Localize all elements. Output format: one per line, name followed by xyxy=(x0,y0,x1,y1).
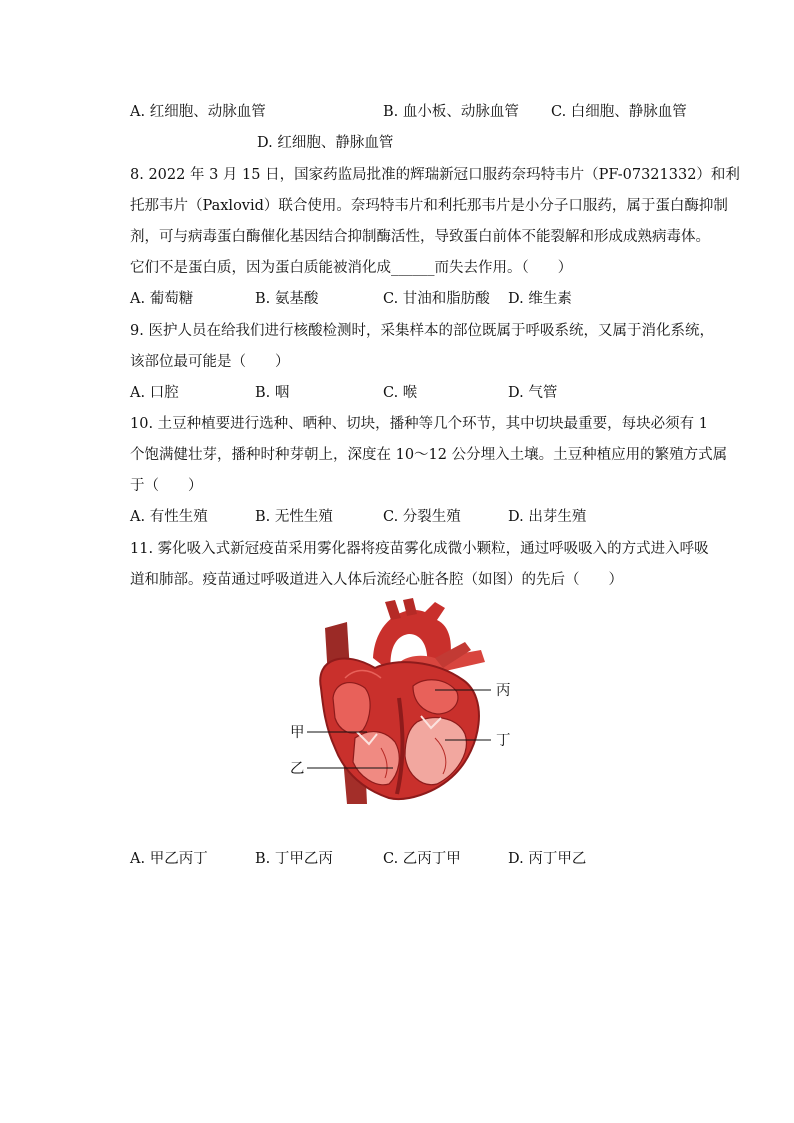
q7-option-d[interactable]: D. 红细胞、静脉血管 xyxy=(257,135,394,151)
q7-option-c[interactable]: C. 白细胞、静脉血管 xyxy=(551,104,687,120)
q8-stem-line-2: 托那韦片（Paxlovid）联合使用。奈玛特韦片和利托那韦片是小分子口服药，属于蛋白酶抑制 xyxy=(130,198,728,214)
q11-option-b[interactable]: B. 丁甲乙丙 xyxy=(255,851,333,867)
q9-stem-line-2: 该部位最可能是（ ） xyxy=(130,354,290,370)
q10-stem-line-1: 10. 土豆种植要进行选种、晒种、切块，播种等几个环节，其中切块最重要，每块必须有 1 xyxy=(130,416,708,432)
q10-stem-line-3: 于（ ） xyxy=(130,478,203,494)
q11-option-a[interactable]: A. 甲乙丙丁 xyxy=(130,851,208,867)
q8-stem-line-1: 8. 2022 年 3 月 15 日，国家药监局批准的辉瑞新冠口服药奈玛特韦片（PF-07321332）和利 xyxy=(130,167,740,183)
heart-diagram xyxy=(285,598,515,810)
q11-option-d[interactable]: D. 丙丁甲乙 xyxy=(508,851,587,867)
right-atrium xyxy=(333,683,370,734)
q11-option-c[interactable]: C. 乙丙丁甲 xyxy=(383,851,461,867)
q7-option-a[interactable]: A. 红细胞、动脉血管 xyxy=(130,104,266,120)
q10-option-c[interactable]: C. 分裂生殖 xyxy=(383,509,461,525)
q9-option-c[interactable]: C. 喉 xyxy=(383,385,418,401)
q8-option-a[interactable]: A. 葡萄糖 xyxy=(130,291,194,307)
q9-option-d[interactable]: D. 气管 xyxy=(508,385,558,401)
left-ventricle xyxy=(405,718,466,785)
q9-stem-line-1: 9. 医护人员在给我们进行核酸检测时，采集样本的部位既属于呼吸系统，又属于消化系统， xyxy=(130,323,714,339)
label-ding: 丁 xyxy=(496,733,511,749)
q10-option-b[interactable]: B. 无性生殖 xyxy=(255,509,333,525)
q8-option-d[interactable]: D. 维生素 xyxy=(508,291,572,307)
label-yi: 乙 xyxy=(290,761,305,777)
q7-option-b[interactable]: B. 血小板、动脉血管 xyxy=(383,104,519,120)
q10-option-d[interactable]: D. 出芽生殖 xyxy=(508,509,587,525)
q8-stem-line-3: 剂，可与病毒蛋白酶催化基因结合抑制酶活性，导致蛋白前体不能裂解和形成成熟病毒体。 xyxy=(130,229,710,245)
q10-stem-line-2: 个饱满健壮芽，播种时种芽朝上，深度在 10～12 公分埋入土壤。土豆种植应用的繁殖方式属 xyxy=(130,447,728,463)
label-bing: 丙 xyxy=(496,683,511,699)
q8-option-b[interactable]: B. 氨基酸 xyxy=(255,291,319,307)
q11-stem-line-1: 11. 雾化吸入式新冠疫苗采用雾化器将疫苗雾化成微小颗粒，通过呼吸吸入的方式进入呼吸 xyxy=(130,541,709,557)
q11-stem-line-2: 道和肺部。疫苗通过呼吸道进入人体后流经心脏各腔（如图）的先后（ ） xyxy=(130,572,623,588)
label-jia: 甲 xyxy=(290,725,305,741)
q8-stem-line-4: 它们不是蛋白质，因为蛋白质能被消化成______而失去作用。（ ） xyxy=(130,260,573,276)
q10-option-a[interactable]: A. 有性生殖 xyxy=(130,509,208,525)
q8-option-c[interactable]: C. 甘油和脂肪酸 xyxy=(383,291,490,307)
q9-option-a[interactable]: A. 口腔 xyxy=(130,385,179,401)
q9-option-b[interactable]: B. 咽 xyxy=(255,385,290,401)
